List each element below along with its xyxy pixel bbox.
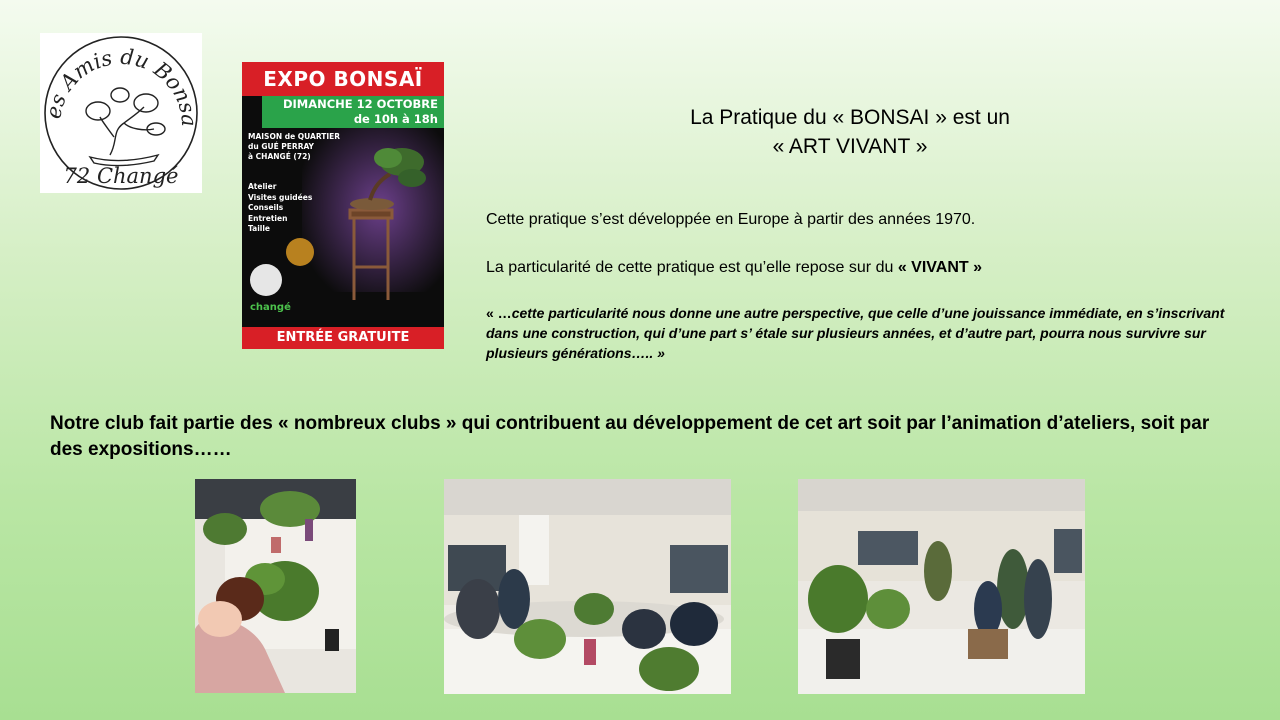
- poster-footer: ENTRÉE GRATUITE: [242, 327, 444, 349]
- logo-bottom-text: 72 Changé: [63, 164, 179, 188]
- poster-title: EXPO BONSAÏ: [242, 62, 444, 96]
- poster-venue: [248, 132, 368, 162]
- quote-text: cette particularité nous donne une autre perspective, que celle d’une jouissance immédiate, en s’inscrivant dans une construction, qui d’une part s’ étale sur plusieurs années, et d’autre part, pourra nous survivre sur plusieurs générations….. »: [486, 305, 1225, 361]
- headline-line: « ART VIVANT »: [772, 135, 928, 158]
- svg-text:Les Amis du Bonsaï: [40, 33, 201, 127]
- poster-venue-line: MAISON de QUARTIER: [248, 132, 341, 141]
- workshop-photo-1: [195, 479, 356, 693]
- workshop-photo-2: [444, 479, 731, 694]
- club-statement: Notre club fait partie des « nombreux clubs » qui contribuent au développement de cet art soit par l’animation d’ateliers, soit par des expositions……: [50, 413, 1210, 460]
- poster-sponsor: changé: [250, 302, 291, 313]
- workshop-photo-image: [195, 479, 356, 693]
- vivant-emphasis: « VIVANT »: [897, 259, 982, 276]
- quote-opening: « …: [486, 305, 512, 321]
- poster-activity: Entretien: [248, 213, 288, 223]
- page-headline: [560, 103, 1140, 161]
- poster-date-hours: de 10h à 18h: [353, 112, 438, 126]
- poster-activity: Taille: [248, 224, 271, 233]
- workshop-photo-image: [798, 479, 1085, 694]
- bonsai-logo-icon: [40, 33, 202, 193]
- poster-venue-line: du GUÉ PERRAY: [248, 142, 314, 151]
- club-logo: [40, 33, 202, 193]
- paragraph-text: La particularité de cette pratique est qu’elle repose sur du: [486, 259, 898, 276]
- expo-poster: [242, 62, 444, 349]
- poster-date: [262, 96, 444, 128]
- paragraph-history: Cette pratique s’est développée en Europe à partir des années 1970.: [486, 211, 976, 228]
- logo-arc-text: es Amis du Bonsa: [41, 44, 202, 128]
- paragraph-particularity: [486, 259, 982, 277]
- poster-date-day: DIMANCHE 12 OCTOBRE: [282, 97, 438, 111]
- quote-block: [486, 303, 1256, 363]
- poster-activity: Atelier: [248, 182, 277, 191]
- workshop-photo-image: [444, 479, 731, 694]
- poster-venue-line: à CHANGÉ (72): [248, 152, 311, 161]
- poster-activities: [248, 182, 328, 235]
- workshop-photo-3: [798, 479, 1085, 694]
- headline-line: La Pratique du « BONSAI » est un: [690, 106, 1010, 129]
- poster-activity: Conseils: [248, 203, 284, 212]
- poster-activity: Visites guidées: [248, 192, 313, 202]
